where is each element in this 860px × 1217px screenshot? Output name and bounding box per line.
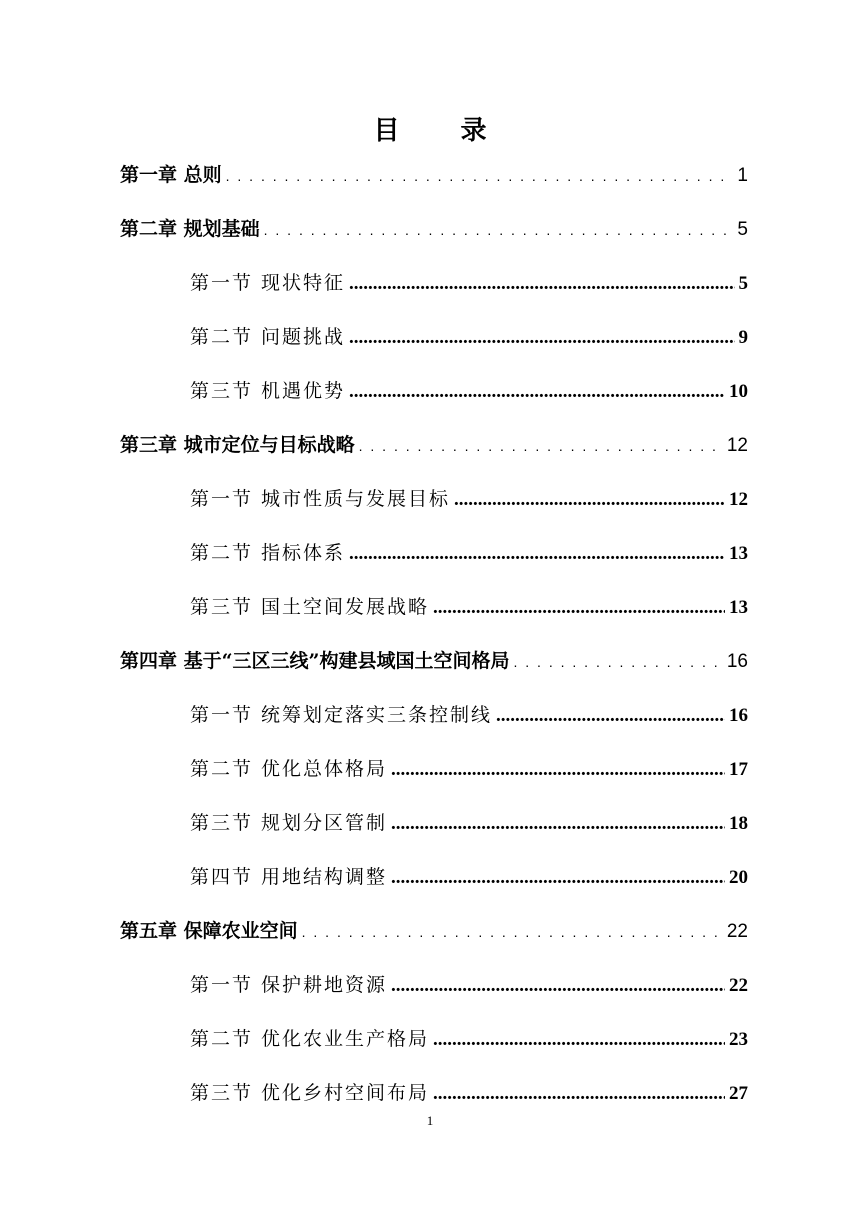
toc-chapter-entry[interactable]	[120, 160, 748, 190]
toc-entry-page: 13	[729, 597, 748, 618]
toc-entry-label: 第二节 优化总体格局	[190, 758, 388, 780]
toc-entry-page: 9	[738, 327, 748, 348]
dot-leader	[433, 1078, 725, 1108]
toc-section-entry[interactable]	[190, 970, 748, 1000]
dot-leader	[349, 268, 734, 298]
toc-entry-label: 第一节 统筹划定落实三条控制线	[190, 704, 493, 726]
dot-leader	[454, 484, 725, 514]
dot-leader	[349, 376, 725, 406]
toc-entry-label: 第三节 机遇优势	[190, 380, 346, 402]
dot-leader	[391, 862, 725, 892]
toc-entry-label: 第四章 基于“三区三线”构建县域国土空间格局	[120, 650, 510, 672]
dot-leader	[359, 430, 723, 460]
toc-section-entry[interactable]	[190, 700, 748, 730]
toc-entry-page: 1	[737, 165, 748, 186]
toc-entry-label: 第三节 规划分区管制	[190, 812, 388, 834]
dot-leader	[433, 1024, 725, 1054]
toc-entry-label: 第三节 优化乡村空间布局	[190, 1082, 430, 1104]
dot-leader	[391, 808, 725, 838]
toc-entry-page: 16	[729, 705, 748, 726]
toc-section-entry[interactable]	[190, 754, 748, 784]
toc-section-entry[interactable]	[190, 322, 748, 352]
toc-section-entry[interactable]	[190, 1078, 748, 1108]
toc-entry-page: 12	[729, 489, 748, 510]
toc-entry-label: 第二节 问题挑战	[190, 326, 346, 348]
dot-leader	[513, 646, 722, 676]
toc-section-entry[interactable]	[190, 538, 748, 568]
toc-entry-page: 27	[729, 1083, 748, 1104]
toc-entry-page: 20	[729, 867, 748, 888]
toc-chapter-entry[interactable]	[120, 646, 748, 676]
toc-entry-page: 16	[726, 651, 748, 672]
toc-entry-label: 第二章 规划基础	[120, 218, 260, 240]
page-number-footer: 1	[426, 1113, 434, 1128]
dot-leader	[302, 916, 723, 946]
dot-leader	[349, 322, 734, 352]
toc-section-entry[interactable]	[190, 484, 748, 514]
toc-section-entry[interactable]	[190, 1024, 748, 1054]
toc-entry-page: 10	[729, 381, 748, 402]
dot-leader	[391, 754, 725, 784]
dot-leader	[226, 160, 734, 190]
dot-leader	[264, 214, 734, 244]
toc-entry-label: 第三章 城市定位与目标战略	[120, 434, 355, 456]
toc-entry-page: 17	[729, 759, 748, 780]
toc-entry-page: 22	[726, 921, 748, 942]
toc-chapter-entry[interactable]	[120, 916, 748, 946]
toc-section-entry[interactable]	[190, 268, 748, 298]
toc-section-entry[interactable]	[190, 376, 748, 406]
dot-leader	[433, 592, 725, 622]
toc-section-entry[interactable]	[190, 592, 748, 622]
toc-entry-page: 23	[729, 1029, 748, 1050]
toc-section-entry[interactable]	[190, 862, 748, 892]
toc-chapter-entry[interactable]	[120, 430, 748, 460]
toc-entry-page: 13	[729, 543, 748, 564]
toc-entry-page: 22	[729, 975, 748, 996]
dot-leader	[391, 970, 725, 1000]
toc-entry-label: 第一章 总则	[120, 164, 222, 186]
toc-entry-page: 5	[737, 219, 748, 240]
toc-section-entry[interactable]	[190, 808, 748, 838]
toc-entry-label: 第四节 用地结构调整	[190, 866, 388, 888]
toc-entry-label: 第一节 城市性质与发展目标	[190, 488, 451, 510]
toc-entry-page: 12	[726, 435, 748, 456]
toc-entry-page: 5	[738, 273, 748, 294]
toc-entry-page: 18	[729, 813, 748, 834]
toc-entry-label: 第二节 指标体系	[190, 542, 346, 564]
toc-entry-label: 第五章 保障农业空间	[120, 920, 298, 942]
toc-entry-label: 第三节 国土空间发展战略	[190, 596, 430, 618]
dot-leader	[349, 538, 725, 568]
toc-entry-label: 第一节 保护耕地资源	[190, 974, 388, 996]
dot-leader	[496, 700, 725, 730]
toc-chapter-entry[interactable]	[120, 214, 748, 244]
toc-entry-label: 第二节 优化农业生产格局	[190, 1028, 430, 1050]
toc-entry-label: 第一节 现状特征	[190, 272, 346, 294]
toc-title: 目 录	[373, 116, 513, 146]
